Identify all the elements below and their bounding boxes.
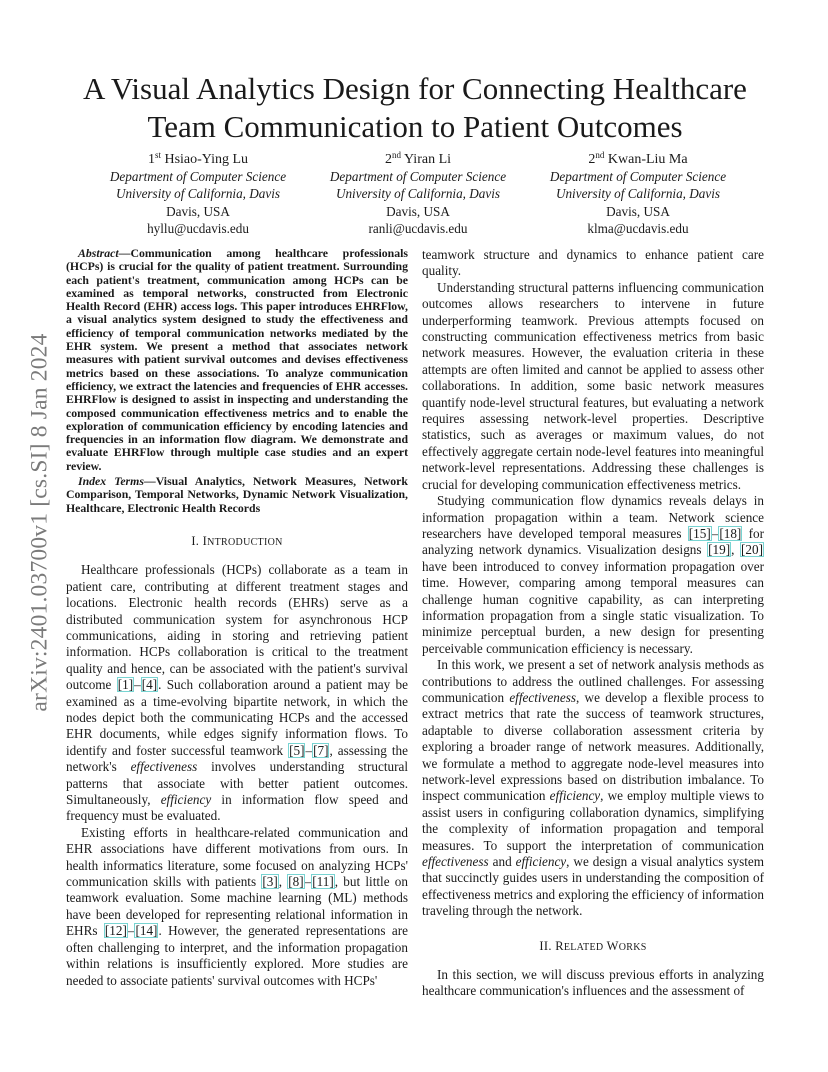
author-university: University of California, Davis: [115, 186, 281, 202]
left-column: [66, 247, 408, 989]
author-department: Department of Computer Science: [109, 169, 287, 185]
author-email: ranli@ucdavis.edu: [368, 220, 468, 236]
citation-link[interactable]: [4]: [141, 677, 158, 693]
author-3: [528, 147, 748, 237]
paragraph: In this work, we present a set of network analysis methods as contributions to address the outlined challenges. For assessing communication effectiveness, we develop a flexible process to extract metrics that rate the success of teamwork structures, adaptable to diverse collaboration assessment criteria by exploring a broader range of network measures. Additionally, we formulate a method to aggregate node-level measures into network-level expressions based on distribution imbalance. To inspect communication efficiency, we employ multiple views to assist users in configuring collaboration dynamics, simplifying the complexity of information propagation and temporal measures. To support the interpretation of communication effectiveness and efficiency, we design a visual analytics system that succinctly guides users in understanding the composition of effectiveness metrics and exploring the efficiency of information traveling through the network.: [422, 657, 764, 919]
author-name-line: [528, 147, 748, 168]
right-column: [422, 247, 764, 1000]
citation-link[interactable]: [7]: [313, 742, 329, 758]
arxiv-identifier-stamp: [22, 320, 58, 725]
author-location: Davis, USA: [166, 203, 230, 219]
abstract-label: Abstract: [78, 246, 119, 260]
title-line-1: A Visual Analytics Design for Connecting Healthcare: [83, 71, 747, 106]
author-ordinal-suffix: nd: [595, 150, 605, 160]
author-2: [308, 147, 528, 237]
abstract: Abstract—Communication among healthcare professionals (HCPs) is crucial for the quality of patient treatment. Surrounding each patient's treatment, communication among HCPs can be examined as temporal networks, constructed from Electronic Health Record (EHR) access logs. This paper introduces EHRFlow, a visual analytics system designed to study the effectiveness and efficiency of temporal communication networks mediated by the EHR system. We present a method that associates network measures with patient survival outcomes and devises effectiveness metrics based on these associations. To analyze communication efficiency, we extract the latencies and frequencies of EHR accesses. EHRFlow is designed to assist in inspecting and understanding the composed communication effectiveness metrics and to enable the exploration of communication efficiency by encoding latencies and frequencies in an information flow diagram. We demonstrate and evaluate EHRFlow through multiple case studies and an expert review.: [66, 246, 408, 473]
author-ordinal: 2: [588, 152, 596, 167]
author-name: Hsiao-Ying Lu: [164, 152, 249, 167]
paragraph-continued: teamwork structure and dynamics to enhance patient care quality.: [422, 247, 764, 279]
section-title-rest: ORKS: [618, 941, 647, 953]
paragraph: Studying communication flow dynamics reveals delays in information propagation within a team. Network science researchers have developed temporal measures [15]–[18] for analyzing network dynamics. Visualization designs [19], [20] have been introduced to convey information propagation over time. However, comparing among temporal measures can challenge human cognitive capability, as can interpreting information propagation from a single static visualization. To minimize perceptual burden, a new design for presenting perceivable communication efficiency is necessary.: [422, 493, 764, 656]
citation-link[interactable]: [11]: [312, 874, 334, 890]
index-terms: Index Terms—Visual Analytics, Network Measures, Network Comparison, Temporal Networks, Dynamic Network Visualization, Healthcare, Electronic Health Records: [66, 474, 408, 515]
author-ordinal-suffix: st: [154, 150, 161, 160]
index-terms-text: Visual Analytics, Network Measures, Network Comparison, Temporal Networks, Dynamic Network Visualization, Healthcare, Electronic Health Records: [66, 474, 408, 515]
section-numeral: I.: [191, 533, 200, 548]
author-ordinal: 1: [147, 152, 155, 167]
paper-title: [60, 70, 770, 146]
author-email: hyllu@ucdavis.edu: [147, 220, 249, 236]
author-location: Davis, USA: [606, 203, 670, 219]
author-name-line: [308, 147, 528, 168]
paragraph: Existing efforts in healthcare-related communication and EHR associations have different motivations from ours. In health informatics literature, some focused on analyzing HCPs' communication skills with patients [3], [8]–[11], but little on teamwork evaluation. Some machine learning (ML) methods have been developed for representing relational information in EHRs [12]–[14]. However, the generated representations are often challenging to interpret, and the information propagation within relations is insufficiently explored. More studies are needed to associate patients' survival outcomes with HCPs': [66, 824, 408, 988]
author-university: University of California, Davis: [555, 186, 721, 202]
citation-link[interactable]: [8]: [288, 874, 304, 890]
author-ordinal-suffix: nd: [391, 150, 401, 160]
section-title-rest: ELATED: [563, 941, 604, 953]
paragraph: In this section, we will discuss previous efforts in analyzing healthcare communication's influences and the assessment of: [422, 967, 764, 999]
index-terms-label: Index Terms: [78, 474, 144, 489]
section-title-initial: W: [606, 938, 619, 953]
citation-link[interactable]: [14]: [135, 923, 158, 939]
citation-link[interactable]: [19]: [708, 542, 731, 558]
section-title-initial: R: [555, 938, 564, 953]
citation-link[interactable]: [20]: [741, 542, 763, 558]
citation-link[interactable]: [3]: [262, 874, 278, 890]
author-department: Department of Computer Science: [549, 169, 727, 185]
section-numeral: II.: [539, 938, 552, 953]
author-location: Davis, USA: [386, 203, 450, 219]
author-name: Kwan-Liu Ma: [607, 152, 688, 167]
author-name-line: [88, 147, 308, 168]
author-name: Yiran Li: [403, 152, 452, 167]
author-email: klma@ucdavis.edu: [587, 220, 689, 236]
title-line-2: Team Communication to Patient Outcomes: [147, 109, 683, 144]
citation-link[interactable]: [1]: [117, 677, 134, 693]
abstract-text: Communication among healthcare professionals (HCPs) is crucial for the quality of patient treatment. Surrounding each patient's treatment, communication among HCPs can be examined as temporal networks, constructed from Electronic Health Record (EHR) access logs. This paper introduces EHRFlow, a visual analytics system designed to study the effectiveness and efficiency of temporal communication networks mediated by the EHR system. We present a method that associates network measures with patient survival outcomes and devises effectiveness metrics based on these associations. To analyze communication efficiency, we extract the latencies and frequencies of EHR accesses. EHRFlow is designed to assist in inspecting and understanding the composed communication effectiveness metrics and to enable the exploration of communication efficiency by encoding latencies and frequencies in an information flow diagram. We demonstrate and evaluate EHRFlow through multiple case studies and an expert review.: [66, 246, 408, 473]
author-department: Department of Computer Science: [329, 169, 507, 185]
section-title-initial: I: [202, 533, 208, 548]
author-university: University of California, Davis: [335, 186, 501, 202]
author-1: [88, 147, 308, 237]
arxiv-identifier-text: arXiv:2401.03700v1 [cs.SI] 8 Jan 2024: [26, 333, 53, 712]
section-heading-related-works: [422, 938, 764, 956]
author-ordinal: 2: [384, 152, 392, 167]
author-block: [88, 147, 748, 237]
citation-link[interactable]: [12]: [104, 923, 127, 939]
paragraph: Healthcare professionals (HCPs) collaborate as a team in patient care, contributing at different treatment stages and locations. Electronic health records (EHRs) serve as a distributed communication system for asynchronous HCP communications, aiding in storing and retrieving patient information. HCPs collaboration is critical to the treatment quality and hence, can be associated with the patient's survival outcome [1]–[4]. Such collaboration around a patient may be examined as a time-evolving bipartite network, in which the nodes depict both the communicating HCPs and the accessed EHR documents, while edges signify information flows. To identify and foster successful teamwork [5]–[7], assessing the network's effectiveness involves understanding structural patterns that associate with better patient outcomes. Simultaneously, efficiency in information flow speed and frequency must be evaluated.: [66, 562, 408, 824]
citation-link[interactable]: [5]: [289, 742, 305, 758]
section-title-rest: NTRODUCTION: [207, 536, 283, 548]
paragraph: Understanding structural patterns influencing communication outcomes allows researchers to intervene in future underperforming teamwork. Previous attempts focused on constructing communication effectiveness metrics from basic network measures. However, the evaluation criteria in these attempts are often limited and cannot be applied to assess other collaborations. In addition, some basic network measures quantify node-level structural features, but evaluating a network requires assessing network-level properties. Descriptive statistics, such as averages or maximum values, do not effectively aggregate certain node-level features into meaningful network-level representations. Addressing these challenges is crucial for developing communication effectiveness metrics.: [422, 279, 764, 492]
section-heading-introduction: [66, 533, 408, 551]
citation-link[interactable]: [15]: [688, 525, 711, 541]
citation-link[interactable]: [18]: [719, 525, 742, 541]
